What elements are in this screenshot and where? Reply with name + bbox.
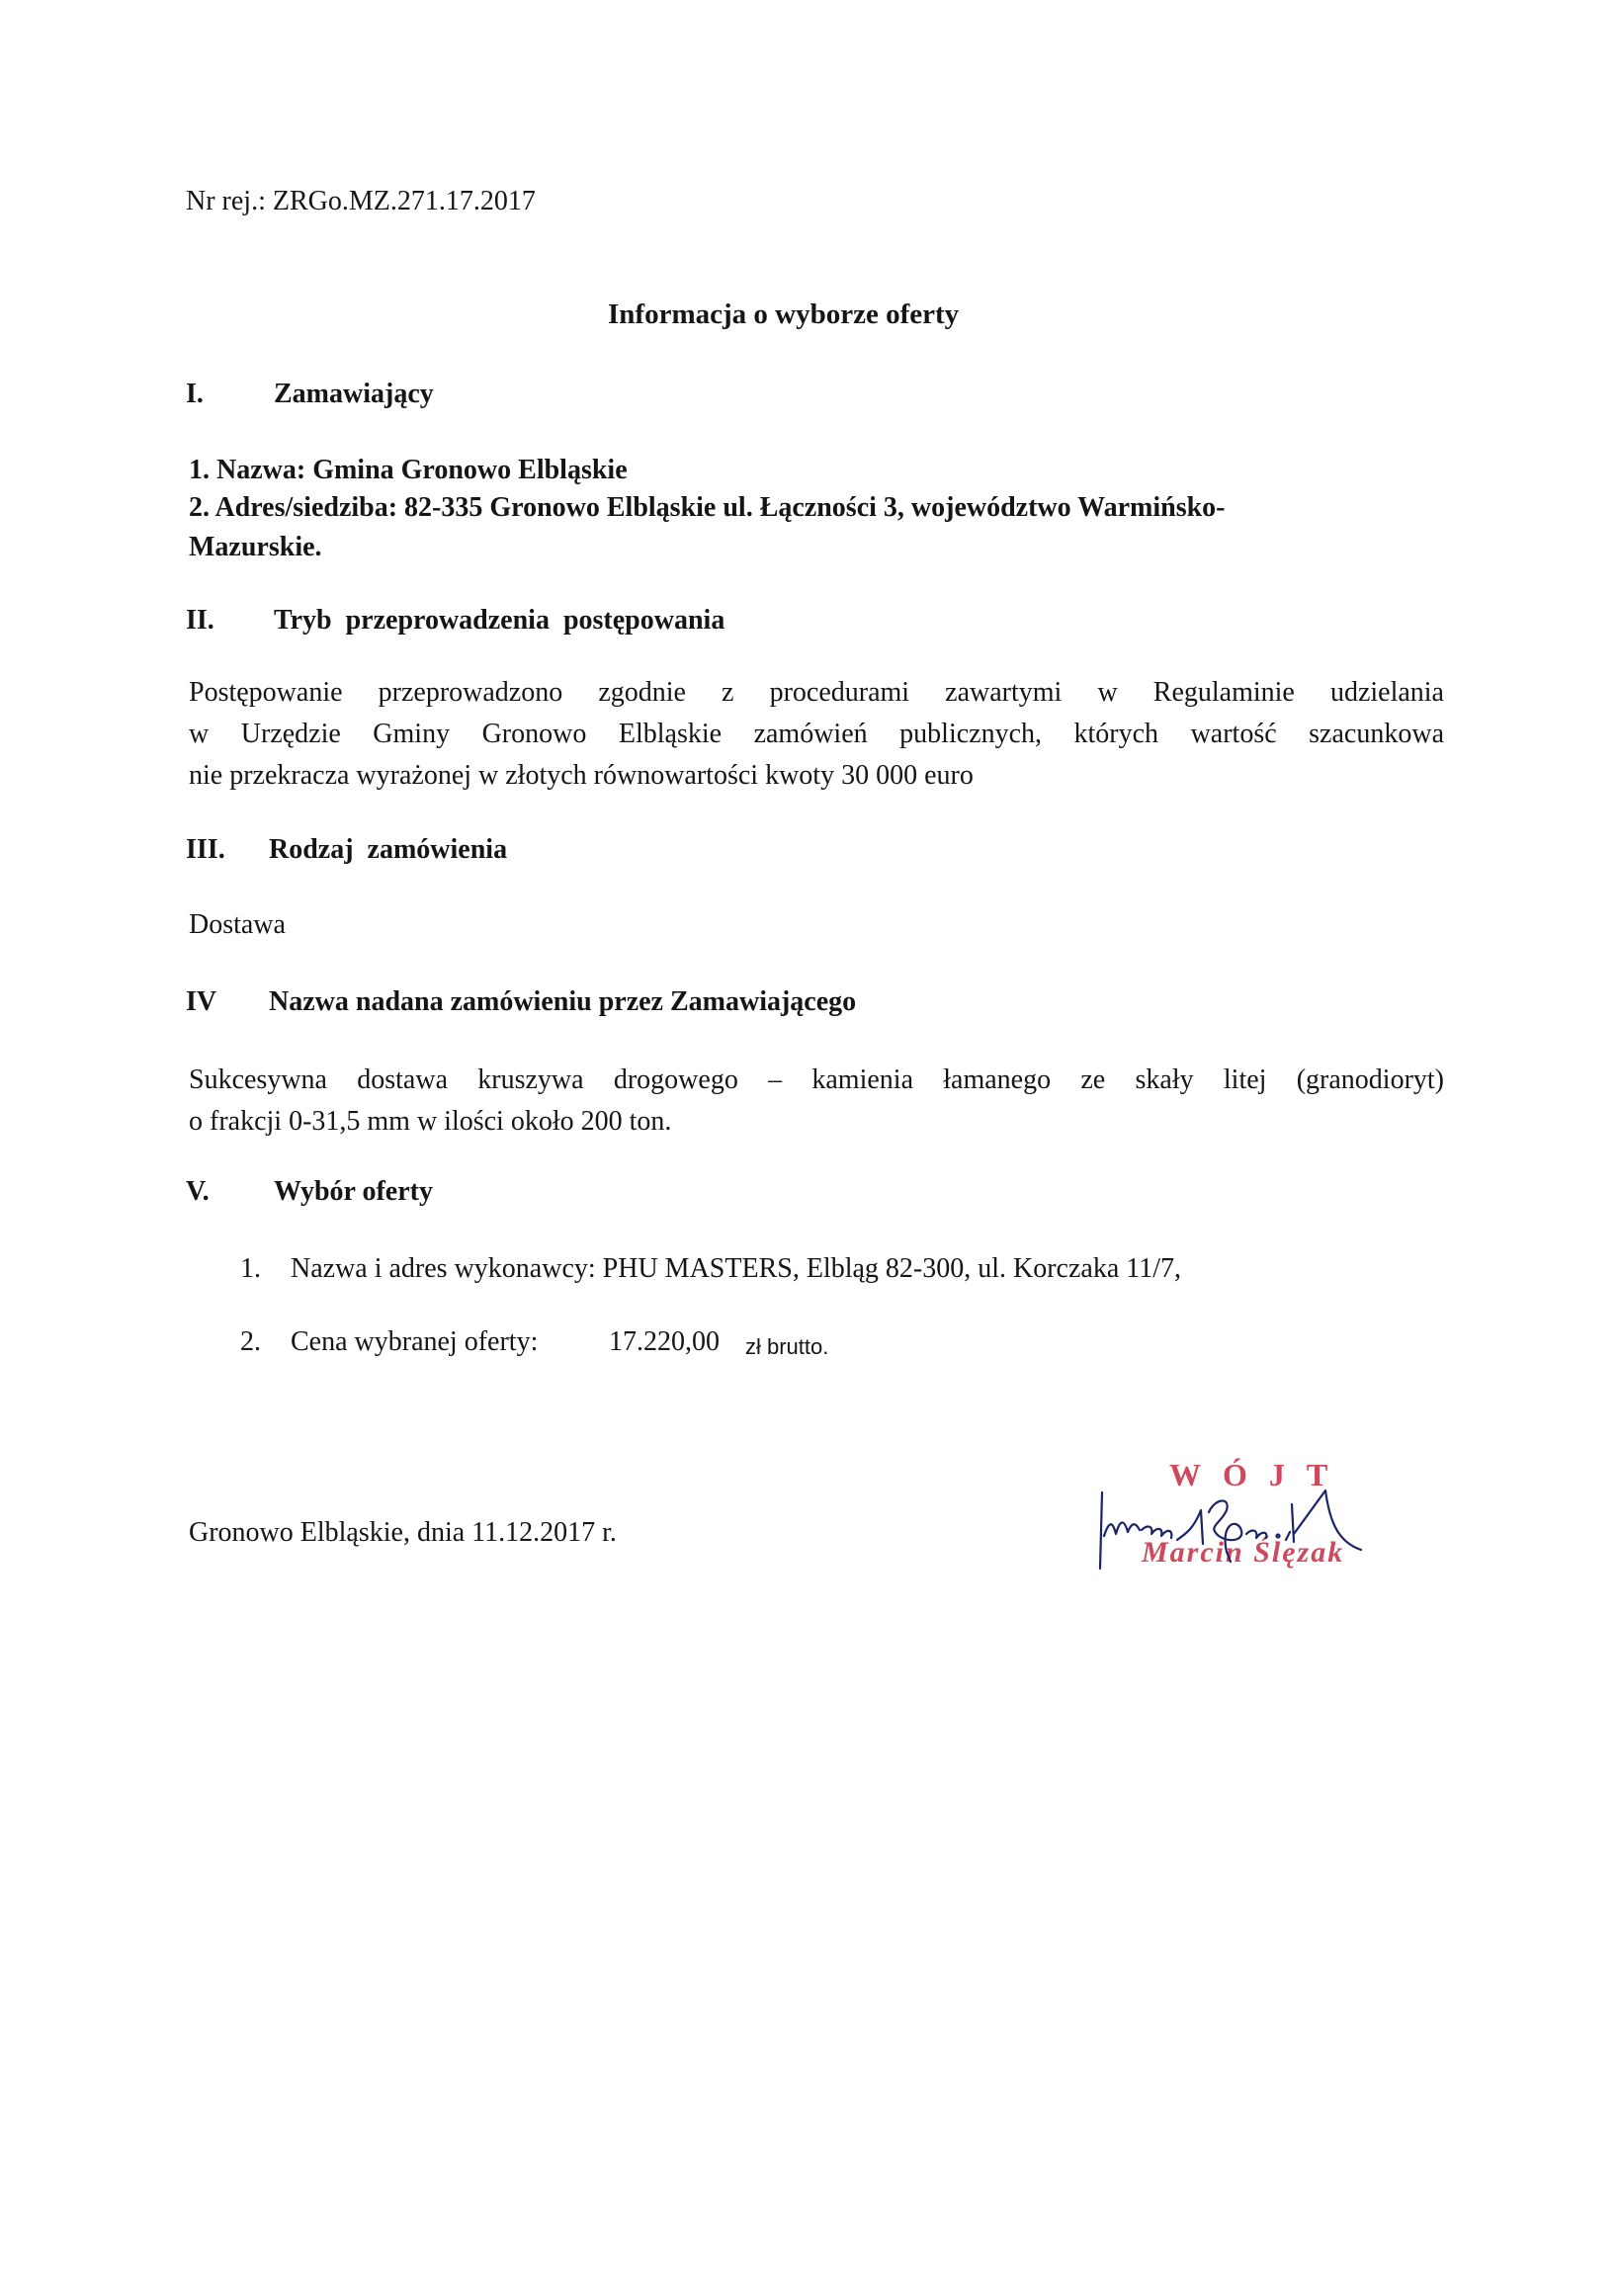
price-label: Cena wybranej oferty:: [291, 1326, 539, 1357]
section-number: I.: [186, 379, 204, 409]
paragraph-line: nie przekracza wyrażonej w złotych równowartości kwoty 30 000 euro: [189, 760, 974, 791]
stamp-title: WÓJT: [1169, 1457, 1350, 1492]
section-heading: Tryb przeprowadzenia postępowania: [274, 605, 725, 636]
price-amount: 17.220,00: [609, 1326, 720, 1357]
section-heading: Rodzaj zamówienia: [269, 834, 508, 865]
section-heading: Nazwa nadana zamówieniu przez Zamawiającego: [269, 986, 857, 1017]
price-suffix: zł brutto.: [745, 1334, 829, 1359]
section-number: II.: [186, 605, 214, 636]
section-number: V.: [186, 1176, 210, 1207]
authority-address: 2. Adres/siedziba: 82-335 Gronowo Elbląskie ul. Łączności 3, województwo Warmińsko-: [189, 492, 1226, 523]
paragraph-line: w Urzędzie Gminy Gronowo Elbląskie zamówień publicznych, których wartość szacunkowa: [189, 719, 1444, 749]
registration-number: Nr rej.: ZRGo.MZ.271.17.2017: [186, 186, 536, 216]
paragraph-line: Postępowanie przeprowadzono zgodnie z procedurami zawartymi w Regulaminie udzielania: [189, 677, 1444, 708]
section-heading: Wybór oferty: [274, 1176, 433, 1207]
handwritten-signature-icon: [1082, 1445, 1418, 1593]
list-item-number: 2.: [240, 1326, 261, 1357]
paragraph-line: o frakcji 0-31,5 mm w ilości około 200 ton.: [189, 1106, 672, 1137]
official-stamp: [1082, 1445, 1418, 1593]
document-title: Informacja o wyborze oferty: [608, 298, 960, 330]
section-heading: Zamawiający: [274, 379, 434, 409]
order-name-paragraph: [189, 1060, 1444, 1143]
place-and-date: Gronowo Elbląskie, dnia 11.12.2017 r.: [189, 1517, 617, 1548]
contractor-name-address: Nazwa i adres wykonawcy: PHU MASTERS, Elbląg 82-300, ul. Korczaka 11/7,: [291, 1253, 1182, 1284]
authority-name: 1. Nazwa: Gmina Gronowo Elbląskie: [189, 455, 628, 485]
list-item-number: 1.: [240, 1253, 261, 1284]
section-number: IV: [186, 986, 217, 1017]
stamp-name: Marcin Ślęzak: [1142, 1536, 1345, 1569]
paragraph-line: Sukcesywna dostawa kruszywa drogowego – kamienia łamanego ze skały litej (granodioryt): [189, 1064, 1444, 1095]
section-number: III.: [186, 834, 225, 865]
procedure-paragraph: [189, 672, 1444, 797]
order-type-value: Dostawa: [189, 909, 286, 940]
authority-address-cont: Mazurskie.: [189, 532, 322, 562]
